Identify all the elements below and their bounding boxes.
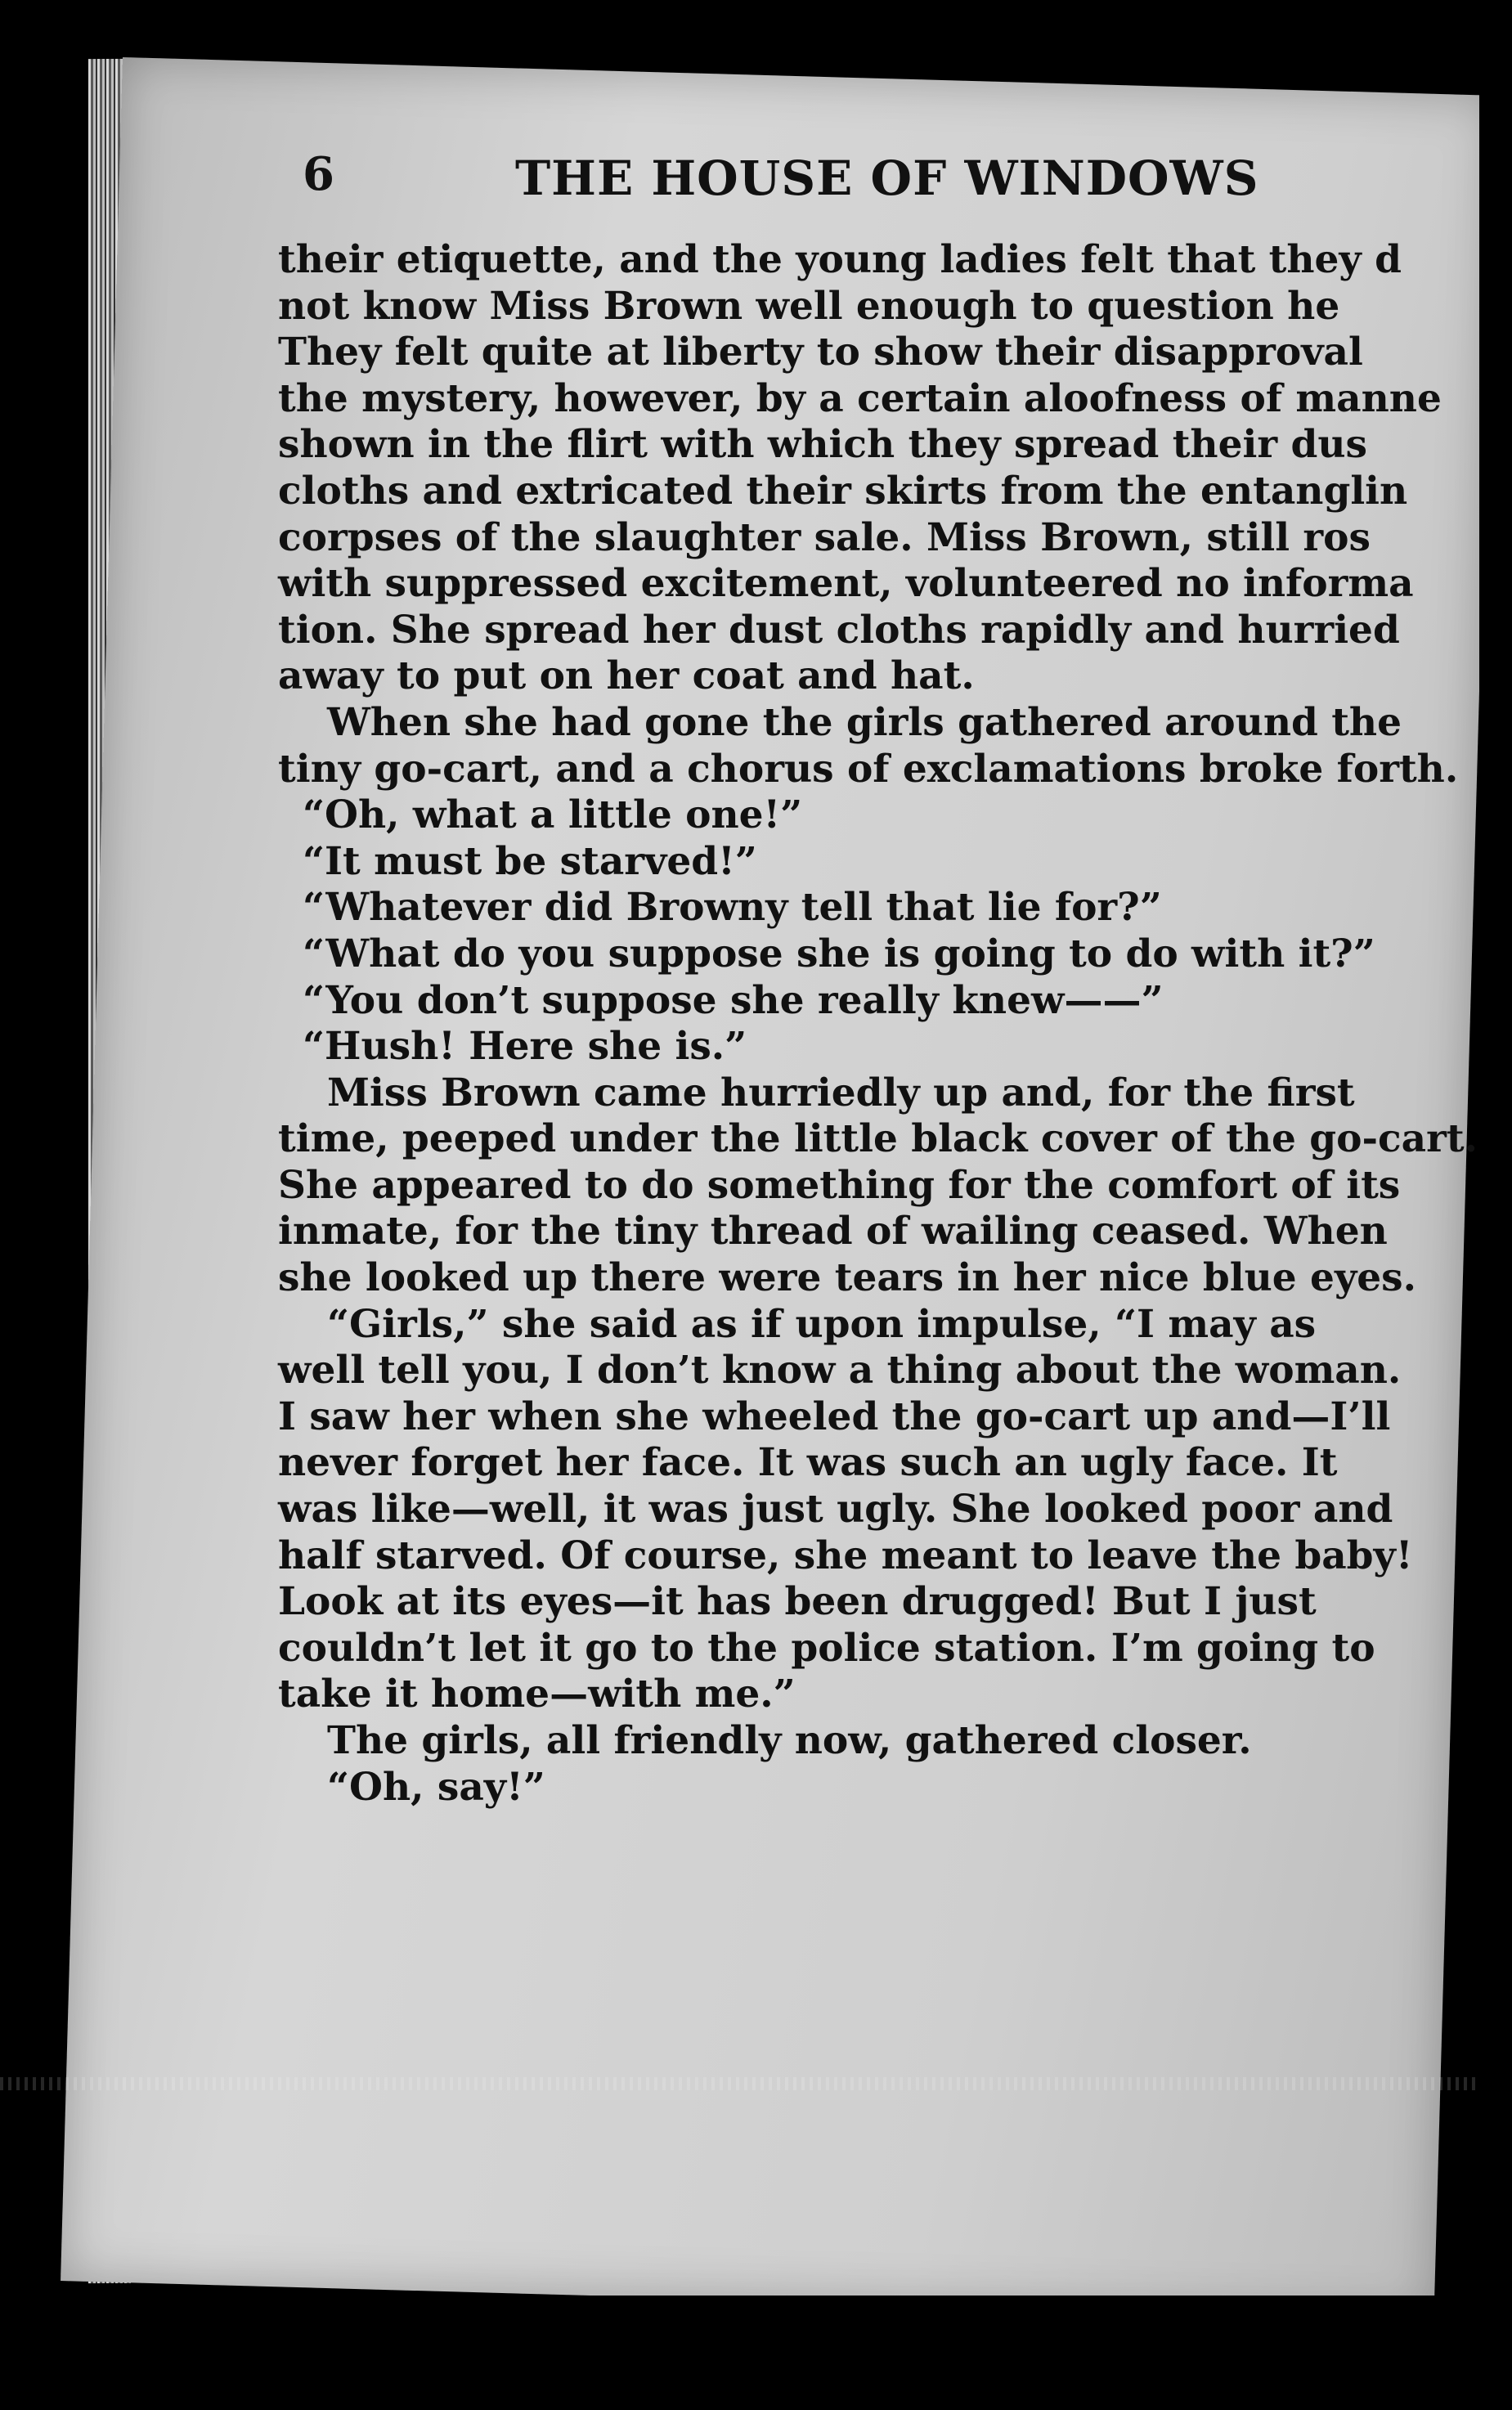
text-line: Look at its eyes—it has been drugged! But I just <box>278 1579 1317 1625</box>
text-line: not know Miss Brown well enough to question he <box>278 283 1340 329</box>
text-line: She appeared to do something for the comfort of its <box>278 1162 1401 1208</box>
text-line: time, peeped under the little black cover of the go-cart. <box>278 1116 1478 1162</box>
text-line: “It must be starved!” <box>303 838 757 884</box>
text-line: shown in the flirt with which they spread their dus <box>278 422 1367 468</box>
text-line: with suppressed excitement, volunteered no informa <box>278 561 1414 607</box>
text-line: take it home—with me.” <box>278 1672 796 1717</box>
text-line: When she had gone the girls gathered around the <box>327 699 1402 745</box>
text-line: the mystery, however, by a certain aloofness of manne <box>278 375 1442 421</box>
text-line: their etiquette, and the young ladies felt that they d <box>278 237 1402 282</box>
bottom-shadow <box>0 2296 1512 2410</box>
text-line: never forget her face. It was such an ugly face. It <box>278 1440 1338 1486</box>
text-line: cloths and extricated their skirts from the entanglin <box>278 468 1408 514</box>
text-line: They felt quite at liberty to show their disapproval <box>278 330 1363 375</box>
text-line: “Girls,” she said as if upon impulse, “I may as <box>327 1301 1317 1347</box>
text-line: “Oh, what a little one!” <box>303 792 803 838</box>
scan-artifact-strip <box>0 2077 1512 2090</box>
text-line: corpses of the slaughter sale. Miss Brown, still ros <box>278 514 1371 560</box>
text-line: “What do you suppose she is going to do with it?” <box>303 931 1375 976</box>
right-edge-bar <box>1479 0 1512 2410</box>
text-line: “Oh, say!” <box>327 1764 545 1810</box>
text-line: “You don’t suppose she really knew——” <box>303 977 1164 1023</box>
text-line: well tell you, I don’t know a thing about the woman. <box>278 1348 1402 1393</box>
text-line: away to put on her coat and hat. <box>278 653 975 699</box>
text-line: I saw her when she wheeled the go-cart up and—I’ll <box>278 1393 1391 1439</box>
text-line: she looked up there were tears in her nice blue eyes. <box>278 1255 1416 1301</box>
text-line: tiny go-cart, and a chorus of exclamations broke forth. <box>278 746 1459 792</box>
text-line: The girls, all friendly now, gathered closer. <box>327 1718 1252 1763</box>
page-number: 6 <box>303 147 334 201</box>
body-text <box>278 237 1478 1811</box>
text-line: couldn’t let it go to the police station. I’m going to <box>278 1625 1375 1671</box>
text-line: half starved. Of course, she meant to leave the baby! <box>278 1533 1413 1578</box>
page-header <box>303 147 1366 237</box>
text-line: “Hush! Here she is.” <box>303 1024 747 1070</box>
text-line: tion. She spread her dust cloths rapidly and hurried <box>278 607 1400 653</box>
text-line: inmate, for the tiny thread of wailing ceased. When <box>278 1209 1388 1254</box>
text-line: “Whatever did Browny tell that lie for?” <box>303 885 1162 931</box>
text-line: Miss Brown came hurriedly up and, for the first <box>327 1070 1355 1115</box>
text-line: was like—well, it was just ugly. She looked poor and <box>278 1487 1393 1533</box>
running-head: THE HOUSE OF WINDOWS <box>515 150 1259 206</box>
